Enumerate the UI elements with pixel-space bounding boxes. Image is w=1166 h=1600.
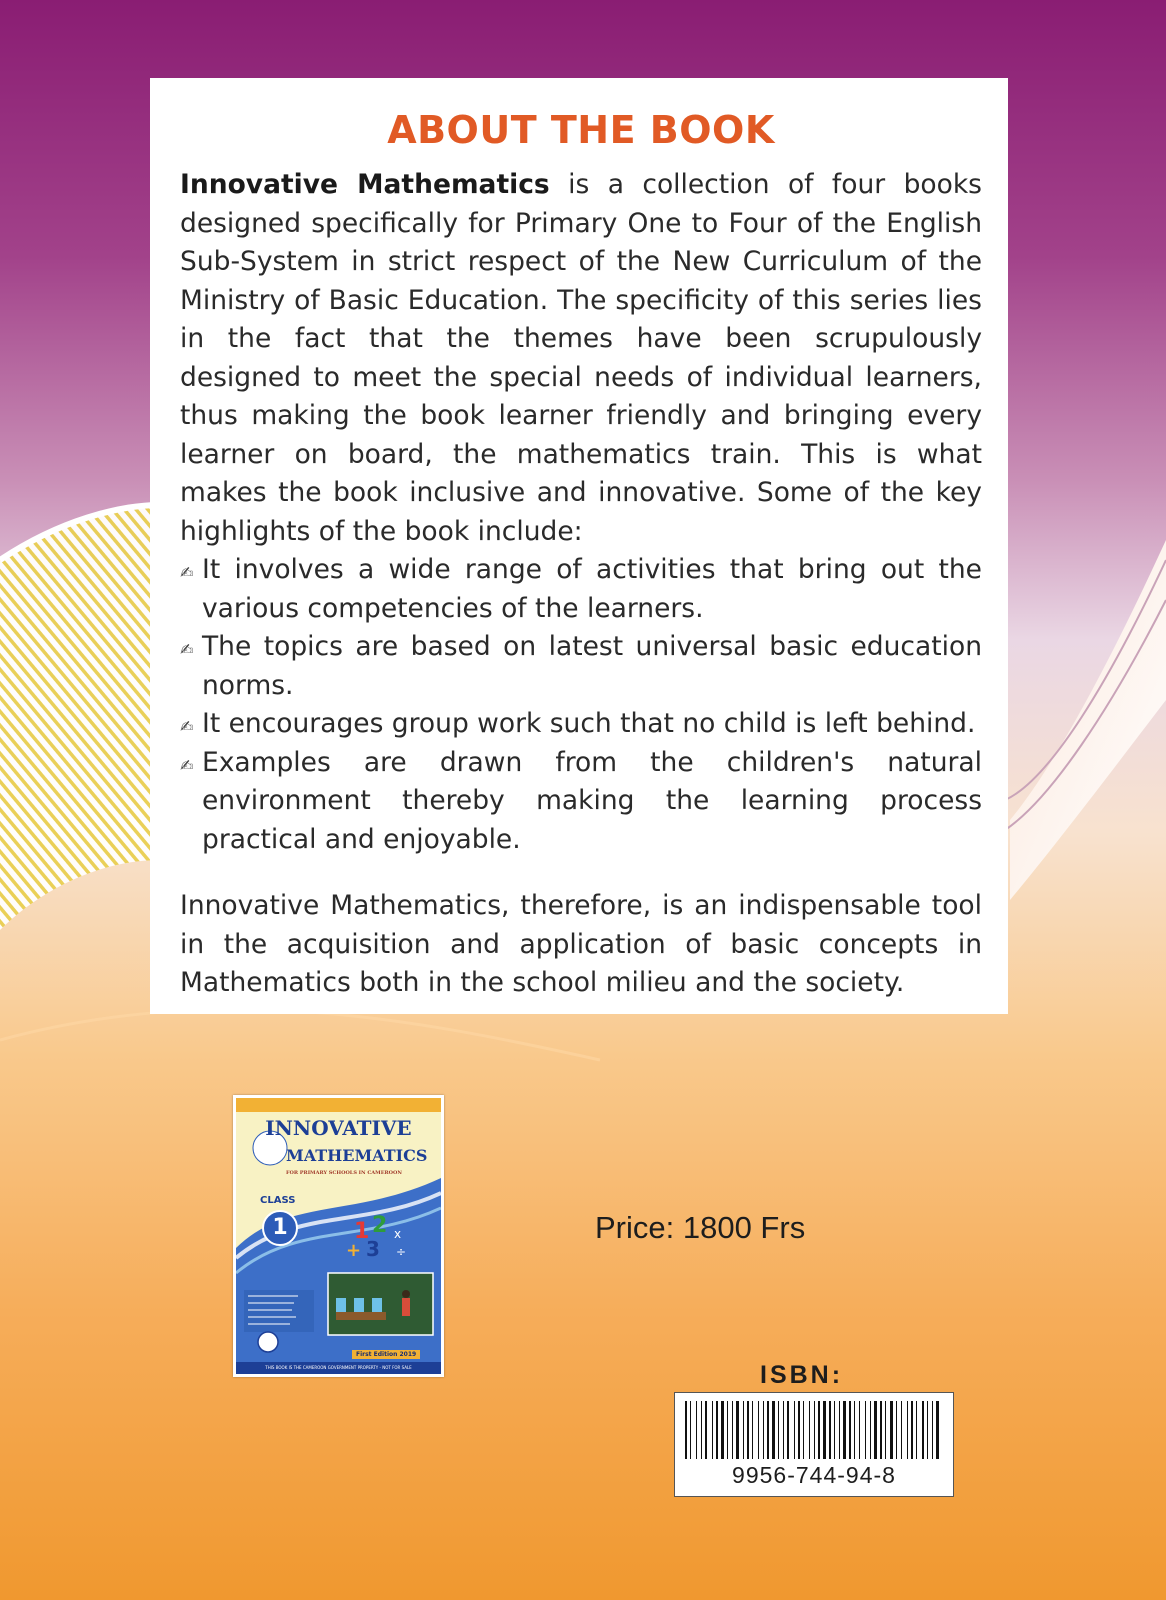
thumbnail-footer: THIS BOOK IS THE CAMEROON GOVERNMENT PROPERTY - NOT FOR SALE — [236, 1362, 441, 1374]
svg-text:+: + — [346, 1240, 362, 1261]
isbn-number: 9956-744-94-8 — [732, 1462, 896, 1488]
price-label: Price: 1800 Frs — [595, 1210, 806, 1245]
svg-text:x: x — [394, 1227, 402, 1241]
thumbnail-class-number: 1 — [262, 1210, 298, 1246]
highlight-text: The topics are based on latest universal basic education norms. — [202, 631, 982, 701]
cover-thumbnail — [233, 1095, 444, 1377]
highlight-text: It encourages group work such that no child is left behind. — [202, 708, 976, 739]
svg-text:2: 2 — [372, 1213, 388, 1238]
barcode-bars — [683, 1401, 945, 1465]
thumbnail-title-line1: INNOVATIVE — [265, 1116, 412, 1140]
thumbnail-edition: First Edition 2019 — [352, 1350, 420, 1359]
writing-hand-icon: ✍ — [180, 717, 194, 736]
highlights-list — [180, 551, 982, 859]
book-name: Innovative Mathematics — [180, 169, 550, 200]
thumbnail-class-label: CLASS — [260, 1195, 296, 1206]
thumbnail-title-line2: MATHEMATICS — [286, 1146, 428, 1165]
thumbnail-subtitle: FOR PRIMARY SCHOOLS IN CAMEROON — [286, 1170, 402, 1176]
about-closing: Innovative Mathematics, therefore, is an indispensable tool in the acquisition and application of basic concepts in Mathematics both in the school milieu and the society. — [180, 890, 982, 998]
about-title: ABOUT THE BOOK — [387, 108, 775, 152]
about-intro-text: is a collection of four books designed specifically for Primary One to Four of the English Sub-System in strict respect of the New Curriculum of the Ministry of Basic Education. The specificity of this series lies in the fact that the themes have been scrupulously designed to meet the special needs of individual learners, thus making the book learner friendly and bringing every learner on board, the mathematics train. This is what makes the book inclusive and innovative. Some of the key highlights of the book include: — [180, 169, 982, 547]
writing-hand-icon: ✍ — [180, 640, 194, 659]
about-panel — [150, 78, 1008, 1014]
highlight-item — [180, 628, 982, 705]
highlight-item — [180, 705, 982, 744]
highlight-text: It involves a wide range of activities that bring out the various competencies of the learners. — [202, 554, 982, 624]
svg-text:3: 3 — [366, 1237, 380, 1261]
writing-hand-icon: ✍ — [180, 563, 194, 582]
highlight-text: Examples are drawn from the children's natural environment thereby making the learning process practical and enjoyable. — [202, 746, 982, 855]
svg-text:÷: ÷ — [396, 1245, 407, 1259]
highlight-item — [180, 551, 982, 628]
svg-text:1: 1 — [354, 1219, 370, 1244]
highlight-item — [180, 744, 982, 860]
about-intro — [180, 166, 982, 551]
barcode — [674, 1392, 954, 1497]
isbn-label: ISBN: — [760, 1361, 844, 1389]
writing-hand-icon: ✍ — [180, 755, 194, 775]
